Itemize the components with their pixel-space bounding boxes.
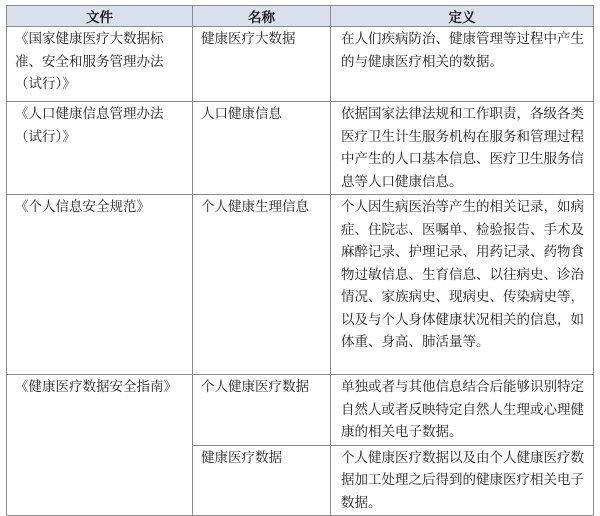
definition-cell: 个人健康医疗数据以及由个人健康医疗数据加工处理之后得到的健康医疗相关电子数据。 — [331, 445, 594, 516]
name-cell: 健康医疗数据 — [193, 445, 331, 516]
name-cell: 个人健康生理信息 — [193, 195, 331, 375]
header-document: 文件 — [7, 6, 193, 27]
table-row — [7, 102, 594, 195]
name-cell: 人口健康信息 — [193, 102, 331, 195]
name-cell: 个人健康医疗数据 — [193, 375, 331, 446]
document-cell: 《健康医疗数据安全指南》 — [7, 375, 193, 516]
document-cell: 《个人信息安全规范》 — [7, 195, 193, 375]
header-name: 名称 — [193, 6, 331, 27]
table-row — [7, 195, 594, 375]
document-cell: 《国家健康医疗大数据标准、安全和服务管理办法（试行）》 — [7, 27, 193, 102]
definition-cell: 依据国家法律法规和工作职责，各级各类医疗卫生计生服务机构在服务和管理过程中产生的人口基本信息、医疗卫生服务信息等人口健康信息。 — [331, 102, 594, 195]
table-row — [7, 375, 594, 446]
table-row — [7, 27, 594, 102]
definitions-table — [6, 5, 594, 516]
table-header-row — [7, 6, 594, 27]
definition-cell: 个人因生病医治等产生的相关记录，如病症、住院志、医嘱单、检验报告、手术及麻醉记录、护理记录、用药记录、药物食物过敏信息、生育信息、以往病史、诊治情况、家族病史、现病史、传染病史等，以及与个人身体健康状况相关的信息，如体重、身高、肺活量等。 — [331, 195, 594, 375]
definition-cell: 在人们疾病防治、健康管理等过程中产生的与健康医疗相关的数据。 — [331, 27, 594, 102]
document-cell: 《人口健康信息管理办法（试行）》 — [7, 102, 193, 195]
header-definition: 定义 — [331, 6, 594, 27]
definition-cell: 单独或者与其他信息结合后能够识别特定自然人或者反映特定自然人生理或心理健康的相关电子数据。 — [331, 375, 594, 446]
name-cell: 健康医疗大数据 — [193, 27, 331, 102]
definitions-table-container — [6, 5, 593, 516]
